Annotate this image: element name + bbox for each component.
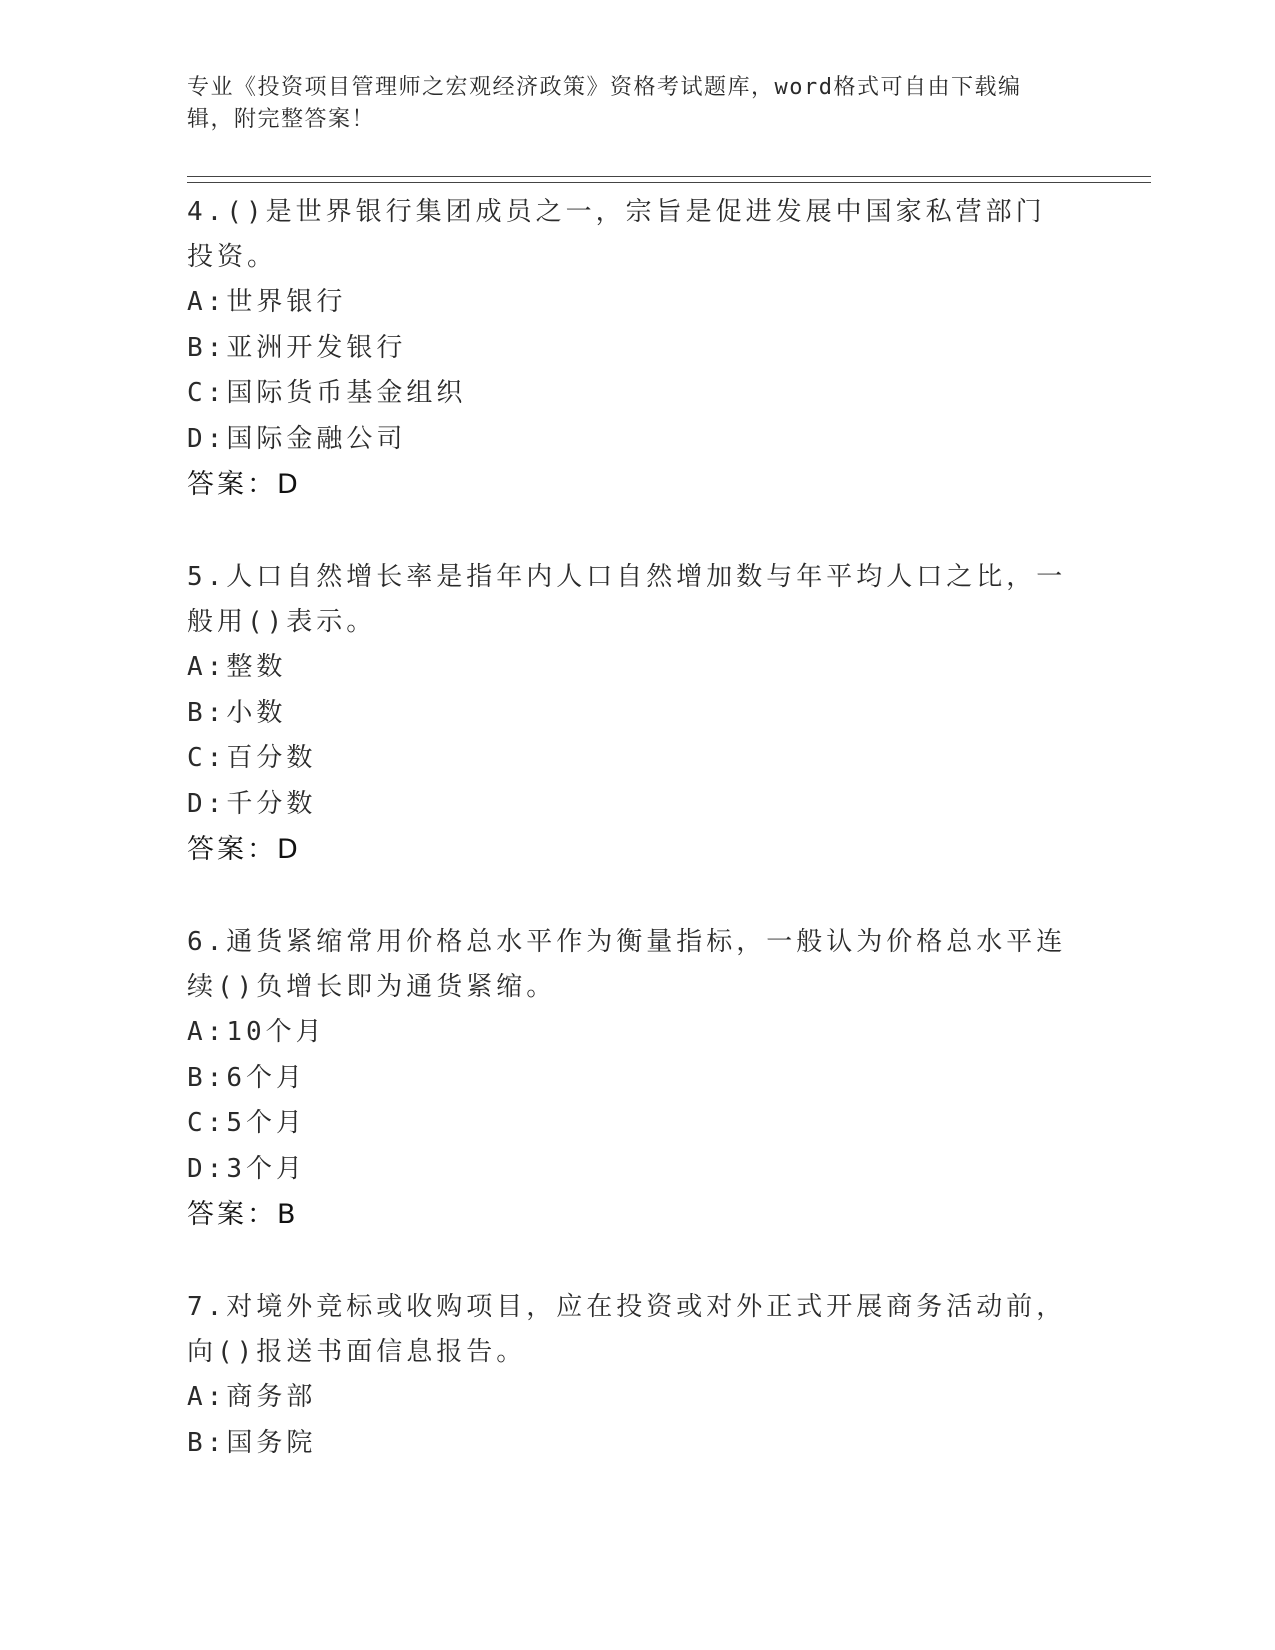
- option-separator: :: [206, 652, 227, 682]
- option-separator: :: [206, 378, 227, 408]
- answer-key: 答案：D: [187, 469, 301, 500]
- question-block: [187, 555, 1067, 873]
- option-separator: :: [206, 1062, 227, 1093]
- option-separator: :: [206, 1108, 227, 1138]
- option-letter: A: [187, 1382, 207, 1412]
- answer-option: [187, 1101, 1067, 1147]
- option-separator: :: [206, 743, 227, 773]
- option-letter: B: [187, 332, 207, 363]
- answer-option: [187, 326, 1067, 372]
- answer-option: [187, 645, 1067, 691]
- option-letter: D: [187, 423, 207, 454]
- answer-option: [187, 1421, 1067, 1467]
- option-letter: B: [187, 697, 207, 728]
- option-text: 世界银行: [226, 287, 347, 317]
- question-stem: 7.对境外竞标或收购项目，应在投资或对外正式开展商务活动前，向()报送书面信息报告。: [187, 1292, 1067, 1367]
- option-letter: B: [187, 1427, 207, 1458]
- option-text: 商务部: [226, 1382, 317, 1412]
- answer-option: [187, 691, 1067, 737]
- option-separator: :: [206, 332, 227, 363]
- answer-option: [187, 417, 1067, 463]
- question-stem: 4.()是世界银行集团成员之一，宗旨是促进发展中国家私营部门投资。: [187, 197, 1046, 272]
- option-text: 千分数: [226, 788, 317, 819]
- answer-option: [187, 371, 1067, 417]
- option-letter: D: [187, 788, 207, 819]
- option-text: 百分数: [226, 743, 317, 773]
- option-text: 10个月: [226, 1017, 326, 1047]
- header-divider-top: [187, 176, 1151, 177]
- answer-option: [187, 1056, 1067, 1102]
- option-letter: C: [187, 378, 207, 408]
- document-header: 专业《投资项目管理师之宏观经济政策》资格考试题库，word格式可自由下载编辑，附完整答案！: [187, 75, 1022, 132]
- option-separator: :: [206, 1017, 227, 1047]
- question-block: [187, 190, 1067, 508]
- option-separator: :: [206, 1382, 227, 1412]
- option-text: 小数: [226, 697, 287, 728]
- option-letter: B: [187, 1062, 207, 1093]
- option-letter: A: [187, 287, 207, 317]
- question-block: [187, 920, 1067, 1238]
- option-letter: A: [187, 1017, 207, 1047]
- option-separator: :: [206, 287, 227, 317]
- question-block: [187, 1285, 1067, 1466]
- answer-option: [187, 1147, 1067, 1193]
- header-divider-bottom: [187, 182, 1151, 183]
- option-separator: :: [206, 788, 227, 819]
- answer-option: [187, 782, 1067, 828]
- option-separator: :: [206, 423, 227, 454]
- option-letter: A: [187, 652, 207, 682]
- option-separator: :: [206, 1427, 227, 1458]
- answer-option: [187, 1375, 1067, 1421]
- option-separator: :: [206, 697, 227, 728]
- answer-option: [187, 280, 1067, 326]
- option-text: 亚洲开发银行: [226, 332, 407, 363]
- answer-option: [187, 1010, 1067, 1056]
- question-stem: 6.通货紧缩常用价格总水平作为衡量指标，一般认为价格总水平连续()负增长即为通货紧缩。: [187, 927, 1067, 1002]
- option-text: 国务院: [226, 1427, 317, 1458]
- option-text: 国际金融公司: [226, 423, 407, 454]
- question-list: [187, 190, 1067, 1513]
- option-text: 3个月: [226, 1153, 306, 1184]
- answer-key: 答案：B: [187, 1199, 299, 1230]
- option-letter: D: [187, 1153, 207, 1184]
- option-text: 6个月: [226, 1062, 306, 1093]
- answer-option: [187, 736, 1067, 782]
- option-letter: C: [187, 743, 207, 773]
- option-text: 5个月: [226, 1108, 306, 1138]
- option-letter: C: [187, 1108, 207, 1138]
- question-stem: 5.人口自然增长率是指年内人口自然增加数与年平均人口之比，一般用()表示。: [187, 562, 1067, 637]
- option-separator: :: [206, 1153, 227, 1184]
- option-text: 整数: [226, 652, 287, 682]
- option-text: 国际货币基金组织: [226, 378, 467, 408]
- answer-key: 答案：D: [187, 834, 301, 865]
